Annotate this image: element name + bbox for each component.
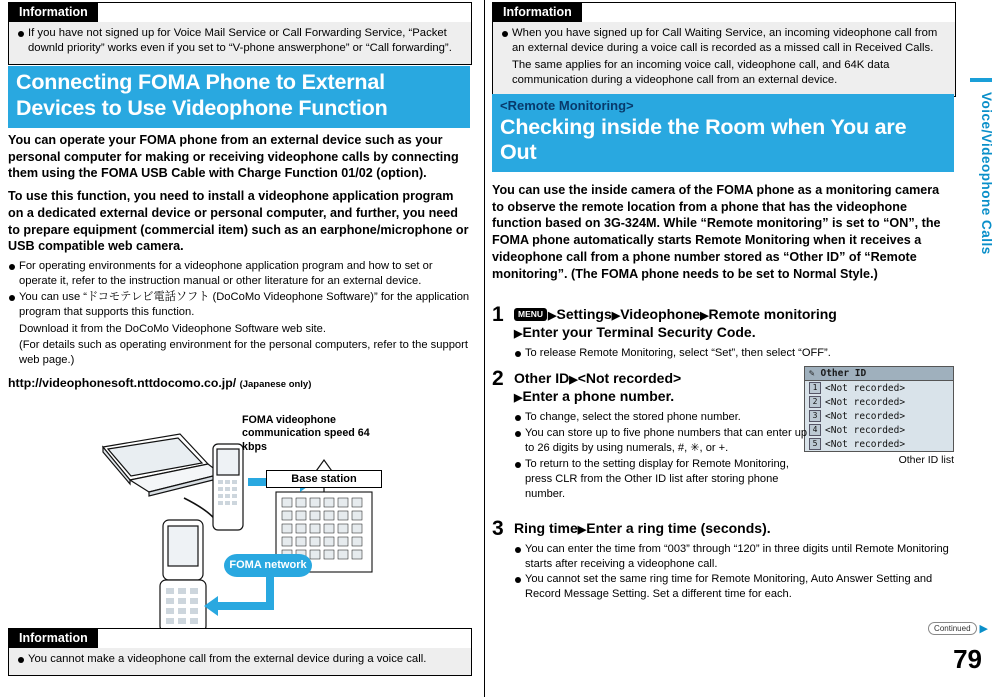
diagram-base-station-label: Base station bbox=[266, 470, 382, 488]
step-3 bbox=[492, 516, 954, 603]
step-note: You can enter the time from “003” through “120” in three digits until Remote Monitoring starts after receiving a videophone call. bbox=[514, 542, 954, 572]
section-heading-title: Connecting FOMA Phone to External Devices to Use Videophone Function bbox=[16, 70, 388, 120]
row-text: <Not recorded> bbox=[825, 382, 906, 394]
information-item: If you have not signed up for Voice Mail Service or Call Forwarding Service, “Packet downld priority” works even if you set to “V-phone answerphone” or “Call forwarding”. bbox=[17, 26, 463, 56]
information-box-top bbox=[8, 2, 472, 65]
arrow-icon: ▶ bbox=[514, 392, 523, 405]
continued-marker bbox=[928, 622, 988, 635]
information-header-wrap bbox=[9, 3, 471, 22]
other-id-row[interactable] bbox=[805, 409, 953, 423]
body-bullet: For operating environments for a videophone application program and how to set or operate it, refer to the instruction manual or other literature for an external device. bbox=[8, 259, 470, 289]
connection-diagram bbox=[8, 412, 478, 637]
pencil-icon: ✎ bbox=[809, 368, 815, 380]
step-2-part-1[interactable]: <Not recorded> bbox=[577, 370, 682, 387]
step-3-notes bbox=[514, 542, 954, 603]
step-1-notes bbox=[514, 346, 954, 361]
step-2-number: 2 bbox=[492, 367, 504, 391]
step-3-title bbox=[514, 520, 954, 538]
row-index: 3 bbox=[809, 410, 821, 422]
body-paragraph: To use this function, you need to install a videophone application program on a dedicated external device or personal computer, and further, you need to prepare equipment (commercial item) such as an earphone/microphone or USB compatible web camera. bbox=[8, 189, 469, 254]
other-id-row[interactable] bbox=[805, 381, 953, 395]
step-note bbox=[514, 457, 814, 502]
row-index: 1 bbox=[809, 382, 821, 394]
other-id-row[interactable] bbox=[805, 437, 953, 451]
step-1-part-2[interactable]: Remote monitoring bbox=[708, 306, 837, 322]
information-body-right bbox=[493, 22, 955, 96]
other-id-screen bbox=[804, 366, 954, 452]
step-note-text-a: To return to the setting display for Remote Monitoring, press bbox=[525, 457, 789, 485]
step-note: You cannot set the same ring time for Remote Monitoring, Auto Answer Setting and Record Message Setting. Set a different time for each. bbox=[514, 572, 954, 602]
section-heading-title-right: Checking inside the Room when You are Out bbox=[500, 114, 907, 165]
menu-key-icon[interactable]: MENU bbox=[514, 308, 547, 321]
arrow-icon: ▶ bbox=[700, 310, 709, 322]
step-note: To change, select the stored phone number. bbox=[514, 410, 814, 425]
information-title-right: Information bbox=[493, 3, 582, 22]
continued-arrow-icon: ▶ bbox=[979, 623, 988, 635]
other-id-screen-caption: Other ID list bbox=[898, 454, 954, 467]
body-subline: Download it from the DoCoMo Videophone Software web site. bbox=[19, 322, 326, 335]
diagram-network-label: FOMA network bbox=[224, 554, 312, 577]
information-header-wrap-right bbox=[493, 3, 955, 22]
arrow-icon: ▶ bbox=[577, 523, 587, 536]
step-note: To release Remote Monitoring, select “Set”, then select “OFF”. bbox=[514, 346, 954, 361]
column-divider bbox=[484, 0, 485, 697]
support-url bbox=[8, 376, 470, 390]
step-1-number: 1 bbox=[492, 303, 504, 326]
step-2-notes bbox=[514, 410, 814, 502]
row-index: 2 bbox=[809, 396, 821, 408]
section-heading bbox=[8, 66, 470, 128]
step-2-title bbox=[514, 370, 814, 406]
clr-key-icon[interactable]: CLR bbox=[555, 472, 578, 485]
information-box-bottom bbox=[8, 628, 472, 676]
step-1-part-3[interactable]: Enter your Terminal Security Code. bbox=[522, 323, 756, 340]
step-3-part-0[interactable]: Ring time bbox=[514, 519, 578, 536]
side-tab bbox=[934, 0, 1004, 697]
step-3-number: 3 bbox=[492, 516, 504, 540]
step-note: You can store up to five phone numbers that can enter up to 26 digits by using numerals, #, ✳, or +. bbox=[514, 426, 814, 456]
intro-paragraph: You can use the inside camera of the FOMA phone as a monitoring camera to observe the remote location from a phone that has the videophone function based on 3G-324M. While “Remote monitoring” is set to “ON”, the FOMA phone automatically starts Remote Monitoring when it receives a videophone call from a phone number stored as “Other ID” of “Remote monitoring”. (The FOMA phone needs to be set to Normal Style.) bbox=[492, 183, 941, 281]
left-column bbox=[0, 0, 478, 697]
information-body bbox=[9, 22, 471, 64]
arrow-icon: ▶ bbox=[611, 310, 621, 322]
step-1-part-0[interactable]: Settings bbox=[556, 306, 612, 322]
other-id-row[interactable] bbox=[805, 423, 953, 437]
support-url-note: (Japanese only) bbox=[239, 378, 312, 390]
row-text: <Not recorded> bbox=[825, 410, 906, 422]
row-index: 5 bbox=[809, 438, 821, 450]
arrow-icon: ▶ bbox=[514, 327, 523, 340]
information-box-right bbox=[492, 2, 956, 97]
other-id-row[interactable] bbox=[805, 395, 953, 409]
row-text: <Not recorded> bbox=[825, 424, 906, 436]
information-item: When you have signed up for Call Waiting Service, an incoming videophone call from an external device during a voice call is recorded as a missed call in Received Calls. bbox=[501, 26, 947, 56]
body-bullet: You can use “ドコモテレビ電話ソフト (DoCoMo Videophone Software)” for the application program that supports this function. bbox=[8, 290, 470, 320]
step-1-part-1[interactable]: Videophone bbox=[620, 306, 701, 322]
section-heading-right bbox=[492, 94, 954, 172]
information-item: You cannot make a videophone call from the external device during a voice call. bbox=[17, 652, 463, 667]
side-tab-label: Voice/Videophone Calls bbox=[979, 92, 994, 255]
step-2-part-2[interactable]: Enter a phone number. bbox=[522, 388, 675, 405]
right-column bbox=[492, 0, 962, 697]
side-tab-bar bbox=[970, 78, 992, 82]
step-1-title bbox=[514, 306, 954, 342]
arrow-icon: ▶ bbox=[548, 310, 557, 322]
row-index: 4 bbox=[809, 424, 821, 436]
steps-list bbox=[492, 296, 954, 603]
step-note-text-b: from the Other ID list after storing phone number. bbox=[525, 472, 779, 500]
screen-title-text: Other ID bbox=[820, 368, 867, 380]
row-text: <Not recorded> bbox=[825, 438, 906, 450]
page-number: 79 bbox=[953, 644, 982, 674]
step-2 bbox=[492, 367, 954, 501]
information-body-bottom bbox=[9, 648, 471, 675]
body-subline: (For details such as operating environment for the personal computers, refer to the support web page.) bbox=[19, 338, 468, 366]
step-3-part-1[interactable]: Enter a ring time (seconds). bbox=[586, 519, 771, 536]
section-subheading: <Remote Monitoring> bbox=[500, 98, 634, 113]
diagram-speed-label: FOMA videophone communication speed 64 kbps bbox=[242, 414, 370, 453]
information-header-wrap-bottom bbox=[9, 629, 471, 648]
step-2-part-0[interactable]: Other ID bbox=[514, 370, 570, 387]
body-paragraph: You can operate your FOMA phone from an external device such as your personal computer for making or receiving videophone calls by connecting them using the FOMA USB Cable with Charge Function 01/02 (option). bbox=[8, 133, 459, 181]
step-1 bbox=[492, 303, 954, 360]
information-title: Information bbox=[9, 3, 98, 22]
left-body bbox=[8, 126, 470, 390]
information-title-bottom: Information bbox=[9, 629, 98, 648]
other-id-screen-title bbox=[805, 367, 953, 381]
row-text: <Not recorded> bbox=[825, 396, 906, 408]
information-subitem: The same applies for an incoming voice call, videophone call, and 64K data communication during a videophone call from an external device. bbox=[512, 58, 890, 86]
other-id-screenshot-wrap bbox=[804, 366, 954, 466]
support-url-text: http://videophonesoft.nttdocomo.co.jp/ bbox=[8, 375, 237, 390]
continued-label: Continued bbox=[928, 622, 976, 635]
arrow-icon: ▶ bbox=[569, 374, 578, 387]
